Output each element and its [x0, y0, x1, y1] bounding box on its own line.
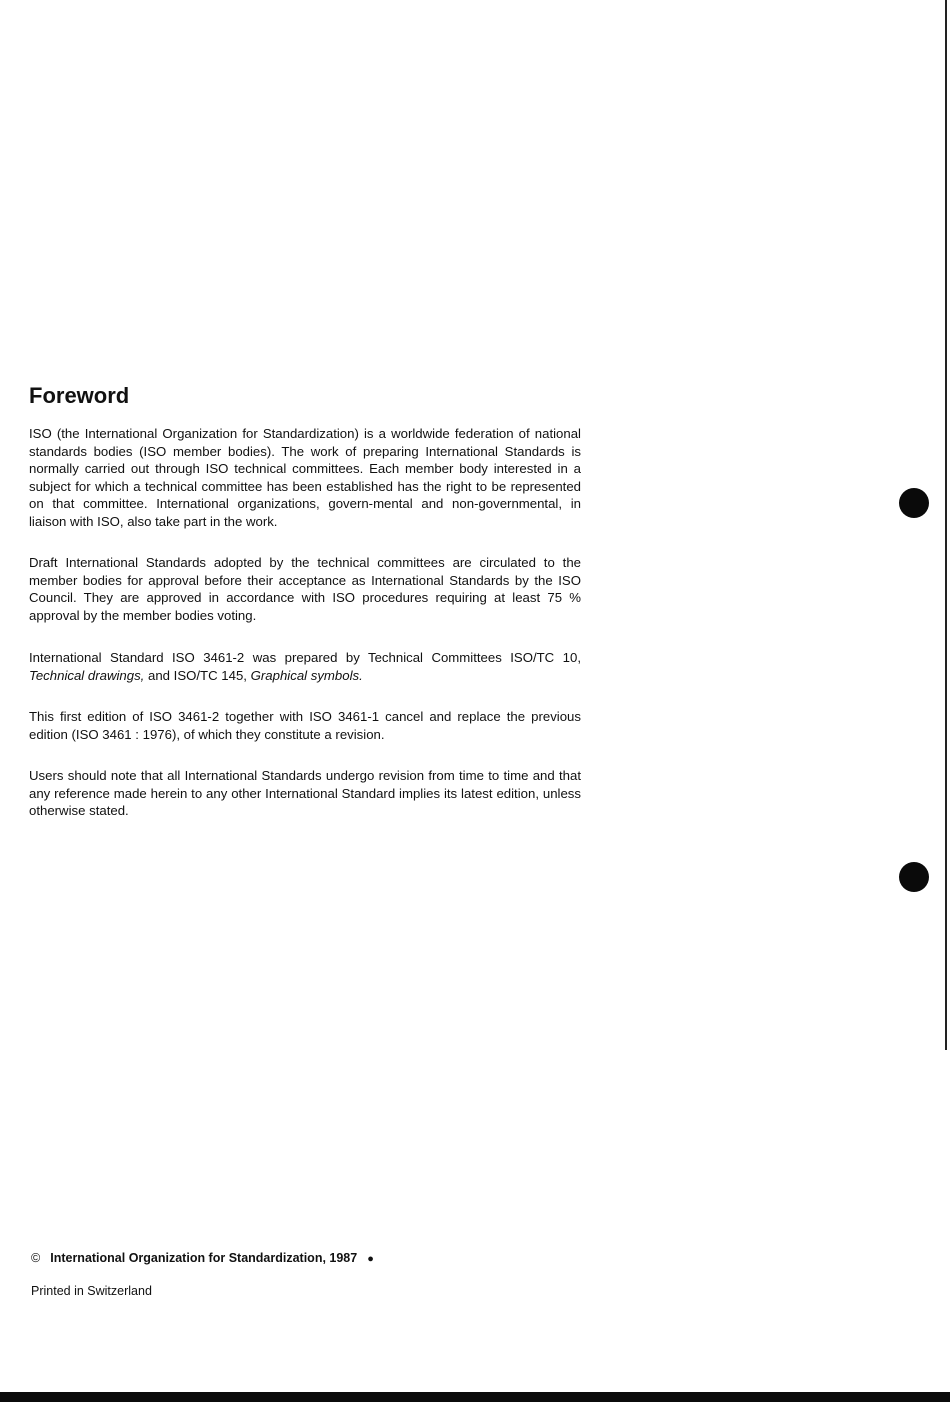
- paragraph-iso-intro: ISO (the International Organization for Standardization) is a worldwide federation of national standards bodies (ISO member bodies). The work of preparing International Standards is normally carried out through ISO technical committees. Each member body interested in a subject for which a technical committee has been established has the right to be represented on that committee. International organizations, govern-mental and non-governmental, in liaison with ISO, also take part in the work.: [29, 426, 581, 529]
- prepared-mid: and ISO/TC 145,: [144, 667, 251, 683]
- bullet-icon: ●: [367, 1253, 374, 1265]
- paragraph-users-note: Users should note that all International Standards undergo revision from time to time and that any reference made herein to any other International Standard implies its latest edition, unless otherwise stated.: [29, 768, 581, 819]
- paragraph-draft-standards: Draft International Standards adopted by the technical committees are circulated to the member bodies for approval before their acceptance as International Standards by the ISO Council. They are approved in accordance with ISO procedures requiring at least 75 % approval by the member bodies voting.: [29, 555, 581, 623]
- copyright-icon: ©: [31, 1251, 41, 1265]
- punch-hole-icon: [899, 488, 929, 518]
- paragraph-prepared-by: [29, 649, 581, 684]
- copyright-line: [31, 1251, 374, 1265]
- prepared-lead: International Standard ISO 3461-2 was prepared by Technical Committees ISO/TC 10,: [29, 650, 581, 665]
- paragraph-edition-note: This first edition of ISO 3461-2 together with ISO 3461-1 cancel and replace the previous edition (ISO 3461 : 1976), of which they constitute a revision.: [29, 709, 581, 742]
- punch-hole-icon: [899, 862, 929, 892]
- page-title: Foreword: [29, 383, 130, 408]
- copyright-text: International Organization for Standardization, 1987: [50, 1251, 358, 1265]
- bottom-border: [0, 1392, 950, 1402]
- tc10-title: Technical drawings,: [29, 667, 145, 683]
- page-edge-line: [945, 0, 947, 1050]
- printed-in: Printed in Switzerland: [31, 1284, 152, 1298]
- tc145-title: Graphical symbols.: [250, 667, 363, 683]
